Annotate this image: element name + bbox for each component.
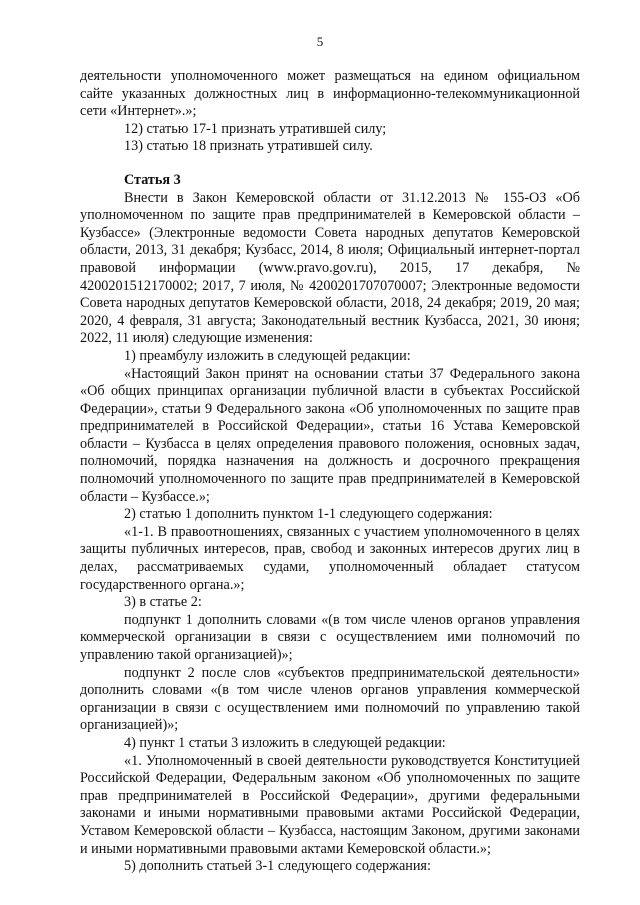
paragraph-item-1: 1) преамбулу изложить в следующей редакции: bbox=[124, 347, 411, 364]
paragraph-subpoint-2: подпункт 2 после слов «субъектов предпринимательской деятельности» дополнить словами «(в том числе членов органов управления коммерческой организации в связи с осуществлением ими полномочий по управлению такой организацией)»; bbox=[80, 664, 580, 734]
paragraph-item-2: 2) статью 1 дополнить пунктом 1-1 следующего содержания: bbox=[124, 506, 493, 523]
page-number: 5 bbox=[316, 34, 324, 49]
paragraph-item-4: 4) пункт 1 статьи 3 изложить в следующей редакции: bbox=[124, 734, 446, 751]
paragraph-preamble-text: «Настоящий Закон принят на основании статьи 37 Федерального закона «Об общих принципах организации публичной власти в субъектах Российской Федерации», статьи 9 Федерального закона «Об уполномоченных по защите прав предпринимателей в Российской Федерации», статьи 16 Устава Кемеровской области – Кузбасса в целях определения правового положения, основных задач, полномочий, порядка назначения на должность и досрочного прекращения полномочий уполномоченного по защите прав предпринимателей в Кемеровской области – Кузбассе.»; bbox=[80, 365, 580, 505]
paragraph-subpoint-1: подпункт 1 дополнить словами «(в том числе членов органов управления коммерческой организации в связи с осуществлением ими полномочий по управлению такой организацией)»; bbox=[80, 611, 580, 663]
paragraph-point-1-text: «1. Уполномоченный в своей деятельности руководствуется Конституцией Российской Федерации, Федеральным законом «Об уполномоченных по защите прав предпринимателей в Российской Федерации», другими федеральными законами и иными нормативными правовыми актами Российской Федерации, Уставом Кемеровской области – Кузбасса, настоящим Законом, другими законами и иными нормативными правовыми актами Кемеровской области.»; bbox=[80, 752, 580, 857]
document-body bbox=[80, 68, 580, 876]
paragraph-item-12: 12) статью 17-1 признать утратившей силу; bbox=[124, 120, 387, 137]
paragraph-item-3: 3) в статье 2: bbox=[124, 594, 202, 611]
paragraph-intro: Внести в Закон Кемеровской области от 31.12.2013 № 155-ОЗ «Об уполномоченном по защите прав предпринимателей в Кемеровской области – Кузбассе» (Электронные ведомости Совета народных депутатов Кемеровской области, 2013, 31 декабря; Кузбасс, 2014, 8 июля; Официальный интернет-портал правовой информации (www.pravo.gov.ru), 2015, 17 декабря, № 4200201512170002; 2017, 7 июля, № 4200201707070007; Электронные ведомости Совета народных депутатов Кемеровской области, 2018, 24 декабря; 2019, 20 мая; 2020, 4 февраля, 31 августа; Законодательный вестник Кузбасса, 2021, 30 июня; 2022, 11 июля) следующие изменения: bbox=[80, 189, 580, 347]
paragraph-item-5: 5) дополнить статьей 3-1 следующего содержания: bbox=[124, 858, 431, 875]
paragraph-continuation: деятельности уполномоченного может размещаться на едином официальном сайте указанных должностных лиц в информационно-телекоммуникационной сети «Интернет».»; bbox=[80, 68, 580, 120]
article-title: Статья 3 bbox=[124, 171, 181, 188]
paragraph-point-1-1-text: «1-1. В правоотношениях, связанных с участием уполномоченного в целях защиты публичных интересов, прав, свобод и законных интересов других лиц в делах, рассматриваемых судами, уполномоченный обладает статусом государственного органа.»; bbox=[80, 523, 580, 593]
paragraph-item-13: 13) статью 18 признать утратившей силу. bbox=[124, 138, 373, 155]
